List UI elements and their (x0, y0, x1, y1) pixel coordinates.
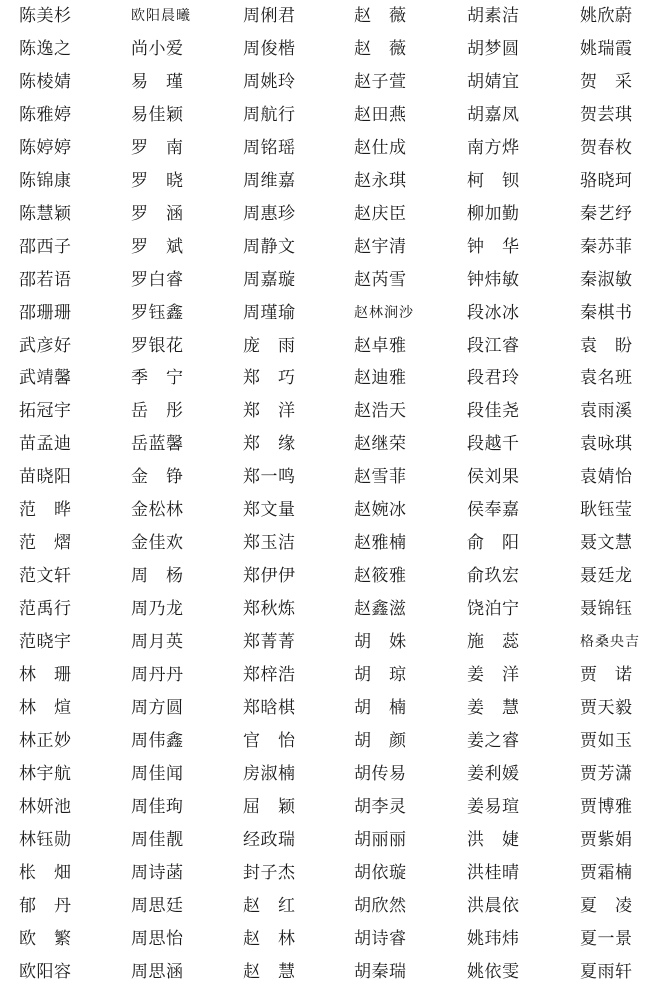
roster-name: 赵 薇 (354, 6, 407, 26)
roster-name: 郑玉洁 (243, 533, 296, 554)
roster-row (0, 758, 645, 791)
roster-name: 胡 颜 (354, 730, 407, 751)
roster-name: 金 铮 (131, 467, 184, 488)
roster-name: 胡欣然 (354, 895, 407, 916)
roster-name: 岳 彤 (131, 401, 184, 422)
roster-name: 洪桂晴 (467, 862, 520, 883)
roster-name: 陈美杉 (19, 6, 72, 26)
roster-name: 段越千 (467, 434, 520, 455)
roster-name: 范 熠 (19, 533, 72, 554)
roster-name: 贾博雅 (580, 796, 633, 817)
roster-name: 秦苏菲 (580, 236, 633, 257)
roster-name: 南方烨 (467, 137, 520, 158)
roster-name: 贾 诺 (580, 665, 633, 685)
roster-name: 易 瑾 (131, 71, 184, 92)
roster-name: 袁咏琪 (580, 434, 633, 455)
roster-name: 周惠珍 (243, 203, 296, 224)
roster-name: 贾芳潇 (580, 763, 633, 784)
roster-name: 赵 红 (243, 895, 296, 916)
roster-name: 周乃龙 (131, 599, 184, 620)
roster-row (0, 33, 645, 66)
roster-name: 周静文 (243, 236, 296, 257)
roster-name: 钟炜敏 (467, 269, 520, 290)
roster-name: 周维嘉 (243, 170, 296, 191)
roster-name: 罗 南 (131, 137, 184, 158)
roster-name: 胡素洁 (467, 6, 520, 26)
roster-name: 罗 斌 (131, 236, 184, 257)
roster-name: 周佳珣 (131, 796, 184, 817)
roster-name: 官 怡 (243, 730, 296, 751)
roster-row (0, 461, 645, 494)
roster-name: 胡梦圆 (467, 38, 520, 59)
roster-name: 段冰冰 (467, 302, 520, 323)
roster-name: 柯 钡 (467, 170, 520, 191)
roster-name: 赵子萱 (354, 71, 407, 92)
roster-name: 周嘉璇 (243, 269, 296, 290)
roster-row (0, 132, 645, 165)
roster-name: 周诗菡 (131, 862, 184, 883)
roster-name: 郑 缘 (243, 434, 296, 455)
roster-name: 赵鑫滋 (354, 599, 407, 620)
roster-name: 周佳靓 (131, 829, 184, 850)
roster-row (0, 0, 645, 33)
roster-name: 赵迪雅 (354, 368, 407, 389)
roster-name: 段江睿 (467, 335, 520, 356)
roster-name: 袁名班 (580, 368, 633, 389)
roster-name: 郑伊伊 (243, 566, 296, 587)
roster-name: 柳加勤 (467, 203, 520, 224)
roster-row (0, 527, 645, 560)
roster-name: 耿钰莹 (580, 500, 633, 521)
roster-name: 拓冠宇 (19, 401, 72, 422)
roster-name: 罗钰鑫 (131, 302, 184, 323)
roster-name: 赵雅楠 (354, 533, 407, 554)
roster-name: 郑 巧 (243, 368, 296, 389)
roster-name: 贺 采 (580, 71, 633, 92)
roster-name: 金佳欢 (131, 533, 184, 554)
roster-name: 秦艺纾 (580, 203, 633, 224)
roster-name: 周丹丹 (131, 665, 184, 685)
roster-name: 袁婧怡 (580, 467, 633, 488)
roster-name: 姚欣蔚 (580, 6, 633, 26)
roster-name: 赵婉冰 (354, 500, 407, 521)
roster-name: 胡依璇 (354, 862, 407, 883)
roster-name: 周思廷 (131, 895, 184, 916)
roster-name: 欧 繁 (19, 928, 72, 949)
roster-row (0, 264, 645, 297)
roster-name: 聂文慧 (580, 533, 633, 554)
roster-name: 周伟鑫 (131, 730, 184, 751)
roster-name: 胡传易 (354, 763, 407, 784)
roster-name: 胡诗睿 (354, 928, 407, 949)
roster-name: 邵若语 (19, 269, 72, 290)
roster-row (0, 395, 645, 428)
roster-name: 邵珊珊 (19, 302, 72, 323)
roster-name: 秦淑敏 (580, 269, 633, 290)
roster-name: 姚依雯 (467, 961, 520, 982)
roster-name: 郑文量 (243, 500, 296, 521)
roster-name: 赵筱雅 (354, 566, 407, 587)
roster-name: 范文轩 (19, 566, 72, 587)
roster-name: 易佳颖 (131, 104, 184, 125)
roster-row (0, 362, 645, 395)
roster-name: 周月英 (131, 632, 184, 653)
roster-name: 陈婷婷 (19, 137, 72, 158)
roster-name: 岳蓝馨 (131, 434, 184, 455)
roster-name: 胡李灵 (354, 796, 407, 817)
roster-name: 郑菁菁 (243, 632, 296, 653)
roster-row (0, 857, 645, 890)
roster-name: 枨 畑 (19, 862, 72, 883)
roster-row (0, 494, 645, 527)
roster-name: 赵永琪 (354, 170, 407, 191)
roster-name: 姜之睿 (467, 730, 520, 751)
roster-name: 周瑾瑜 (243, 302, 296, 323)
roster-row (0, 99, 645, 132)
roster-name: 陈锦康 (19, 170, 72, 191)
roster-name: 屈 颖 (243, 796, 296, 817)
roster-name: 经政瑞 (243, 829, 296, 850)
roster-name: 夏雨轩 (580, 961, 633, 982)
roster-name: 夏 凌 (580, 895, 633, 916)
roster-name: 欧阳晨曦 (131, 8, 191, 24)
roster-name: 林 珊 (19, 665, 72, 685)
roster-name: 赵 林 (243, 928, 296, 949)
roster-name: 周俐君 (243, 6, 296, 26)
roster-name: 林 煊 (19, 697, 72, 718)
roster-name: 林钰勋 (19, 829, 72, 850)
roster-name: 夏一景 (580, 928, 633, 949)
roster-name: 段君玲 (467, 368, 520, 389)
roster-name: 赵继荣 (354, 434, 407, 455)
roster-name: 陈逸之 (19, 38, 72, 59)
roster-name: 钟 华 (467, 236, 520, 257)
roster-name: 赵宇清 (354, 236, 407, 257)
roster-name: 赵雪菲 (354, 467, 407, 488)
roster-name: 秦棋书 (580, 302, 633, 323)
roster-name: 贺芸琪 (580, 104, 633, 125)
roster-name: 尚小爱 (131, 38, 184, 59)
roster-row (0, 428, 645, 461)
roster-name: 洪 婕 (467, 829, 520, 850)
roster-name: 范晓宇 (19, 632, 72, 653)
roster-row (0, 66, 645, 99)
roster-row (0, 330, 645, 363)
roster-name: 饶泊宁 (467, 599, 520, 620)
roster-name: 房淑楠 (243, 763, 296, 784)
roster-name: 赵 薇 (354, 38, 407, 59)
roster-row (0, 725, 645, 758)
roster-name: 武靖馨 (19, 368, 72, 389)
roster-row (0, 791, 645, 824)
roster-row (0, 165, 645, 198)
roster-name: 范禹行 (19, 599, 72, 620)
roster-name: 聂廷龙 (580, 566, 633, 587)
roster-name: 陈棱婧 (19, 71, 72, 92)
roster-name: 贾霜楠 (580, 862, 633, 883)
roster-name: 苗孟迪 (19, 434, 72, 455)
roster-name: 罗 晓 (131, 170, 184, 191)
roster-name: 赵浩天 (354, 401, 407, 422)
roster-row (0, 956, 645, 989)
roster-row (0, 560, 645, 593)
roster-name: 贾天毅 (580, 697, 633, 718)
roster-name: 郑一鸣 (243, 467, 296, 488)
roster-name: 郑秋炼 (243, 599, 296, 620)
roster-name: 郑 洋 (243, 401, 296, 422)
roster-row (0, 198, 645, 231)
roster-row (0, 923, 645, 956)
roster-name: 赵芮雪 (354, 269, 407, 290)
roster-name: 胡 楠 (354, 697, 407, 718)
roster-name: 郁 丹 (19, 895, 72, 916)
roster-name: 姜 慧 (467, 697, 520, 718)
roster-name: 罗 涵 (131, 203, 184, 224)
roster-name: 贾如玉 (580, 730, 633, 751)
roster-name: 聂锦钰 (580, 599, 633, 620)
roster-name: 胡丽丽 (354, 829, 407, 850)
roster-name: 庞 雨 (243, 335, 296, 356)
roster-name: 贾紫娟 (580, 829, 633, 850)
roster-name: 范 晔 (19, 500, 72, 521)
roster-name: 袁 盼 (580, 335, 633, 356)
roster-name: 周思怡 (131, 928, 184, 949)
roster-name: 陈雅婷 (19, 104, 72, 125)
roster-name: 赵仕成 (354, 137, 407, 158)
roster-name: 林正妙 (19, 730, 72, 751)
roster-name: 施 蕊 (467, 632, 520, 653)
roster-name: 林妍池 (19, 796, 72, 817)
roster-name: 郑梓浩 (243, 665, 296, 685)
roster-name: 胡 姝 (354, 632, 407, 653)
roster-name: 金松林 (131, 500, 184, 521)
roster-name: 封子杰 (243, 862, 296, 883)
roster-name: 姚瑞霞 (580, 38, 633, 59)
roster-name: 侯奉嘉 (467, 500, 520, 521)
roster-name: 胡秦瑞 (354, 961, 407, 982)
roster-name: 袁雨溪 (580, 401, 633, 422)
roster-row (0, 824, 645, 857)
roster-name: 周佳闻 (131, 763, 184, 784)
roster-row (0, 692, 645, 725)
roster-row (0, 890, 645, 923)
roster-name: 季 宁 (131, 368, 184, 389)
roster-name: 俞玖宏 (467, 566, 520, 587)
roster-name: 姜利媛 (467, 763, 520, 784)
roster-name: 胡嘉凤 (467, 104, 520, 125)
roster-name: 赵卓雅 (354, 335, 407, 356)
roster-name: 邵西子 (19, 236, 72, 257)
roster-row (0, 659, 645, 692)
roster-row (0, 231, 645, 264)
roster-name: 姚玮炜 (467, 928, 520, 949)
roster-name: 赵田燕 (354, 104, 407, 125)
roster-name: 赵庆臣 (354, 203, 407, 224)
roster-row (0, 297, 645, 330)
roster-name: 周姚玲 (243, 71, 296, 92)
roster-name: 洪晨依 (467, 895, 520, 916)
roster-name: 周俊楷 (243, 38, 296, 59)
roster-name: 俞 阳 (467, 533, 520, 554)
roster-name: 姜 洋 (467, 665, 520, 685)
roster-name: 侯刘果 (467, 467, 520, 488)
roster-name: 林宇航 (19, 763, 72, 784)
roster-name: 周方圆 (131, 697, 184, 718)
roster-name: 罗白睿 (131, 269, 184, 290)
roster-name: 周航行 (243, 104, 296, 125)
roster-name: 周铭瑶 (243, 137, 296, 158)
roster-name: 陈慧颖 (19, 203, 72, 224)
roster-row (0, 593, 645, 626)
roster-name: 赵 慧 (243, 961, 296, 982)
roster-name: 武彦好 (19, 335, 72, 356)
roster-name: 赵林涧沙 (354, 304, 414, 321)
roster-row (0, 626, 645, 659)
roster-name: 罗银花 (131, 335, 184, 356)
roster-name: 骆晓珂 (580, 170, 633, 191)
roster-name: 段佳尧 (467, 401, 520, 422)
roster-name: 格桑央吉 (580, 634, 640, 651)
roster-name: 周思涵 (131, 961, 184, 982)
roster-name: 胡婧宜 (467, 71, 520, 92)
roster-name: 姜易瑄 (467, 796, 520, 817)
roster-name: 苗晓阳 (19, 467, 72, 488)
roster-name: 胡 琼 (354, 665, 407, 685)
roster-name: 贺春枚 (580, 137, 633, 158)
roster-name: 郑晗棋 (243, 697, 296, 718)
roster-name: 欧阳容 (19, 961, 72, 982)
roster-name: 周 杨 (131, 566, 184, 587)
